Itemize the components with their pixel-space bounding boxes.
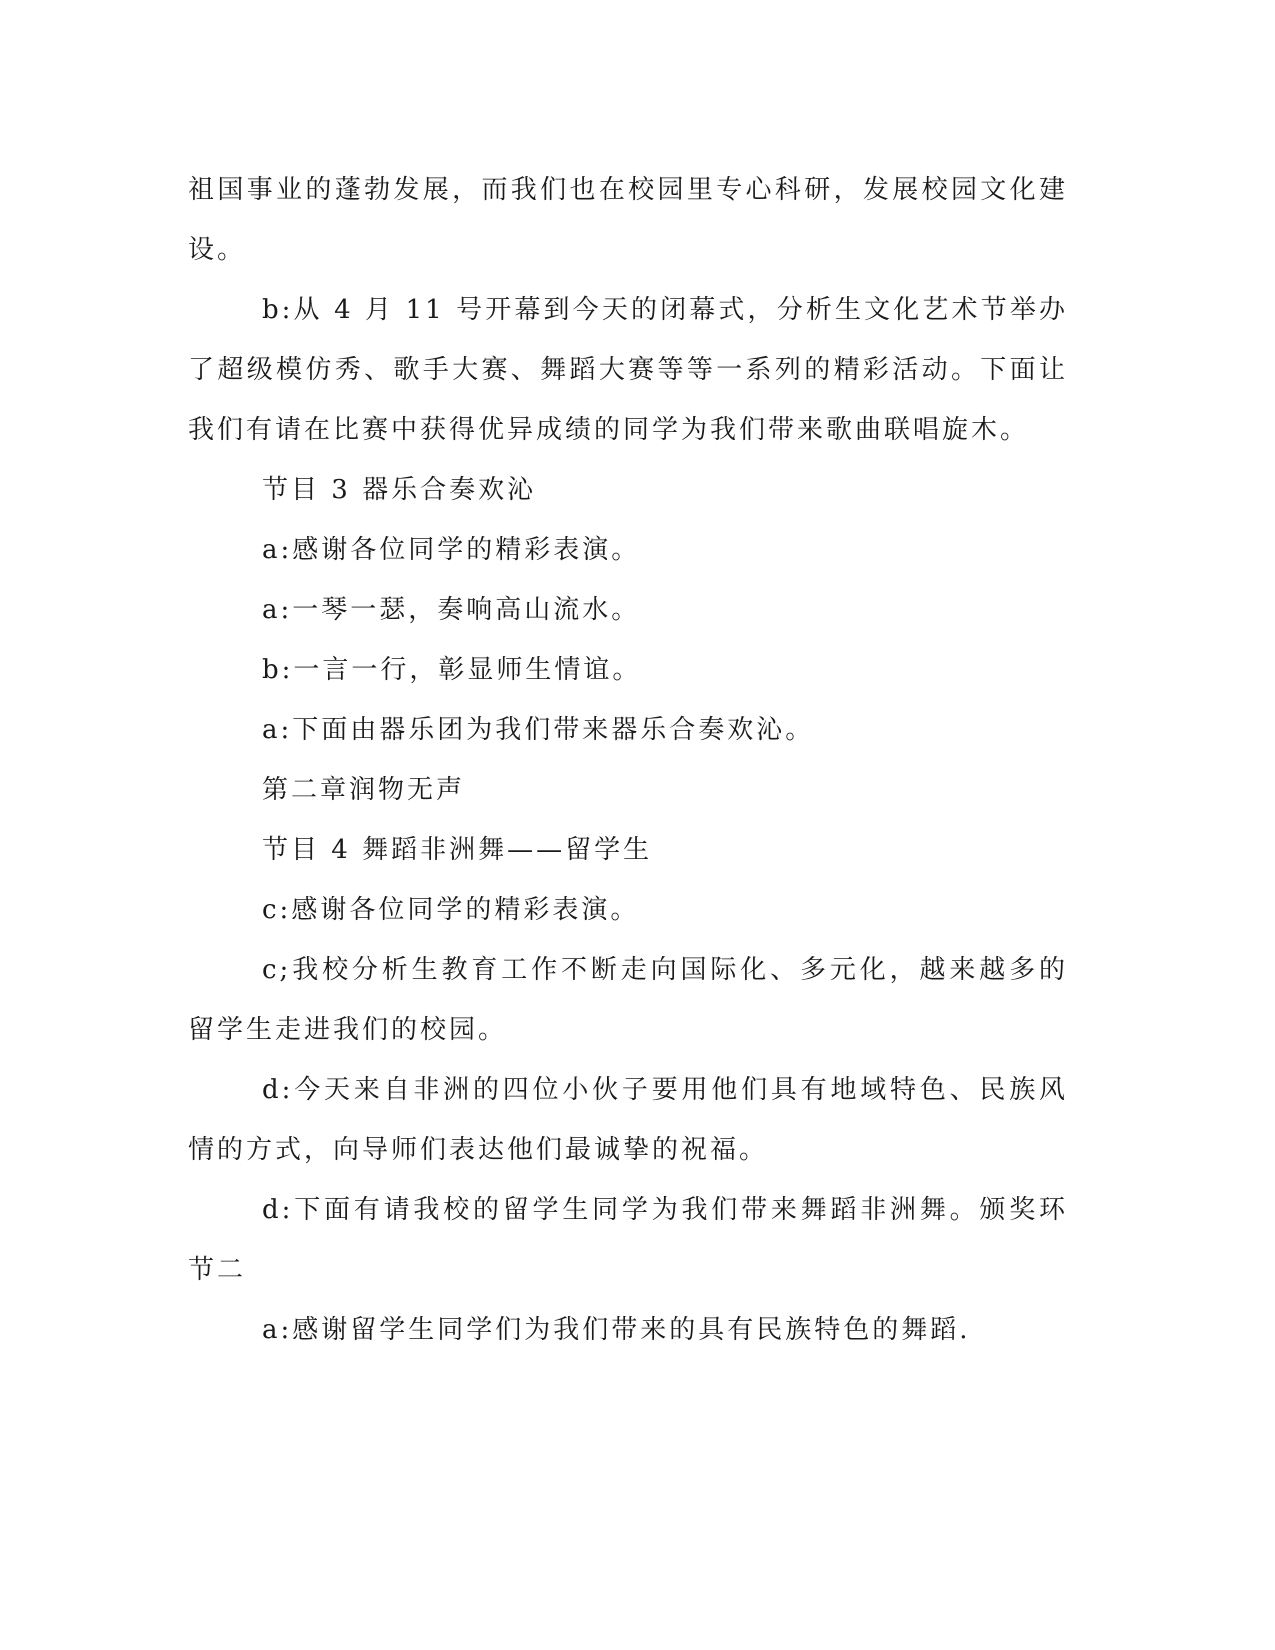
paragraph-1: 祖国事业的蓬勃发展，而我们也在校园里专心科研，发展校园文化建设。	[188, 175, 1068, 265]
program-4-title: 节目 4 舞蹈非洲舞——留学生	[262, 835, 653, 865]
paragraph-5: a:一琴一瑟，奏响高山流水。	[262, 595, 641, 625]
document-body	[188, 160, 1068, 1360]
paragraph-2: b:从 4 月 11 号开幕到今天的闭幕式，分析生文化艺术节举办了超级模仿秀、歌手大赛、舞蹈大赛等等一系列的精彩活动。下面让我们有请在比赛中获得优异成绩的同学为我们带来歌曲联唱旋木。	[188, 295, 1068, 445]
paragraph-10: c:感谢各位同学的精彩表演。	[262, 895, 640, 925]
program-3-title: 节目 3 器乐合奏欢沁	[262, 475, 537, 505]
paragraph-6: b:一言一行，彰显师生情谊。	[262, 655, 642, 685]
paragraph-13: d:下面有请我校的留学生同学为我们带来舞蹈非洲舞。颁奖环节二	[188, 1195, 1068, 1285]
paragraph-14: a:感谢留学生同学们为我们带来的具有民族特色的舞蹈.	[262, 1315, 971, 1345]
chapter-2-title: 第二章润物无声	[262, 775, 466, 805]
paragraph-11: c;我校分析生教育工作不断走向国际化、多元化，越来越多的留学生走进我们的校园。	[188, 955, 1068, 1045]
paragraph-7: a:下面由器乐团为我们带来器乐合奏欢沁。	[262, 715, 815, 745]
paragraph-4: a:感谢各位同学的精彩表演。	[262, 535, 641, 565]
paragraph-12: d:今天来自非洲的四位小伙子要用他们具有地域特色、民族风情的方式，向导师们表达他们最诚挚的祝福。	[188, 1075, 1068, 1165]
